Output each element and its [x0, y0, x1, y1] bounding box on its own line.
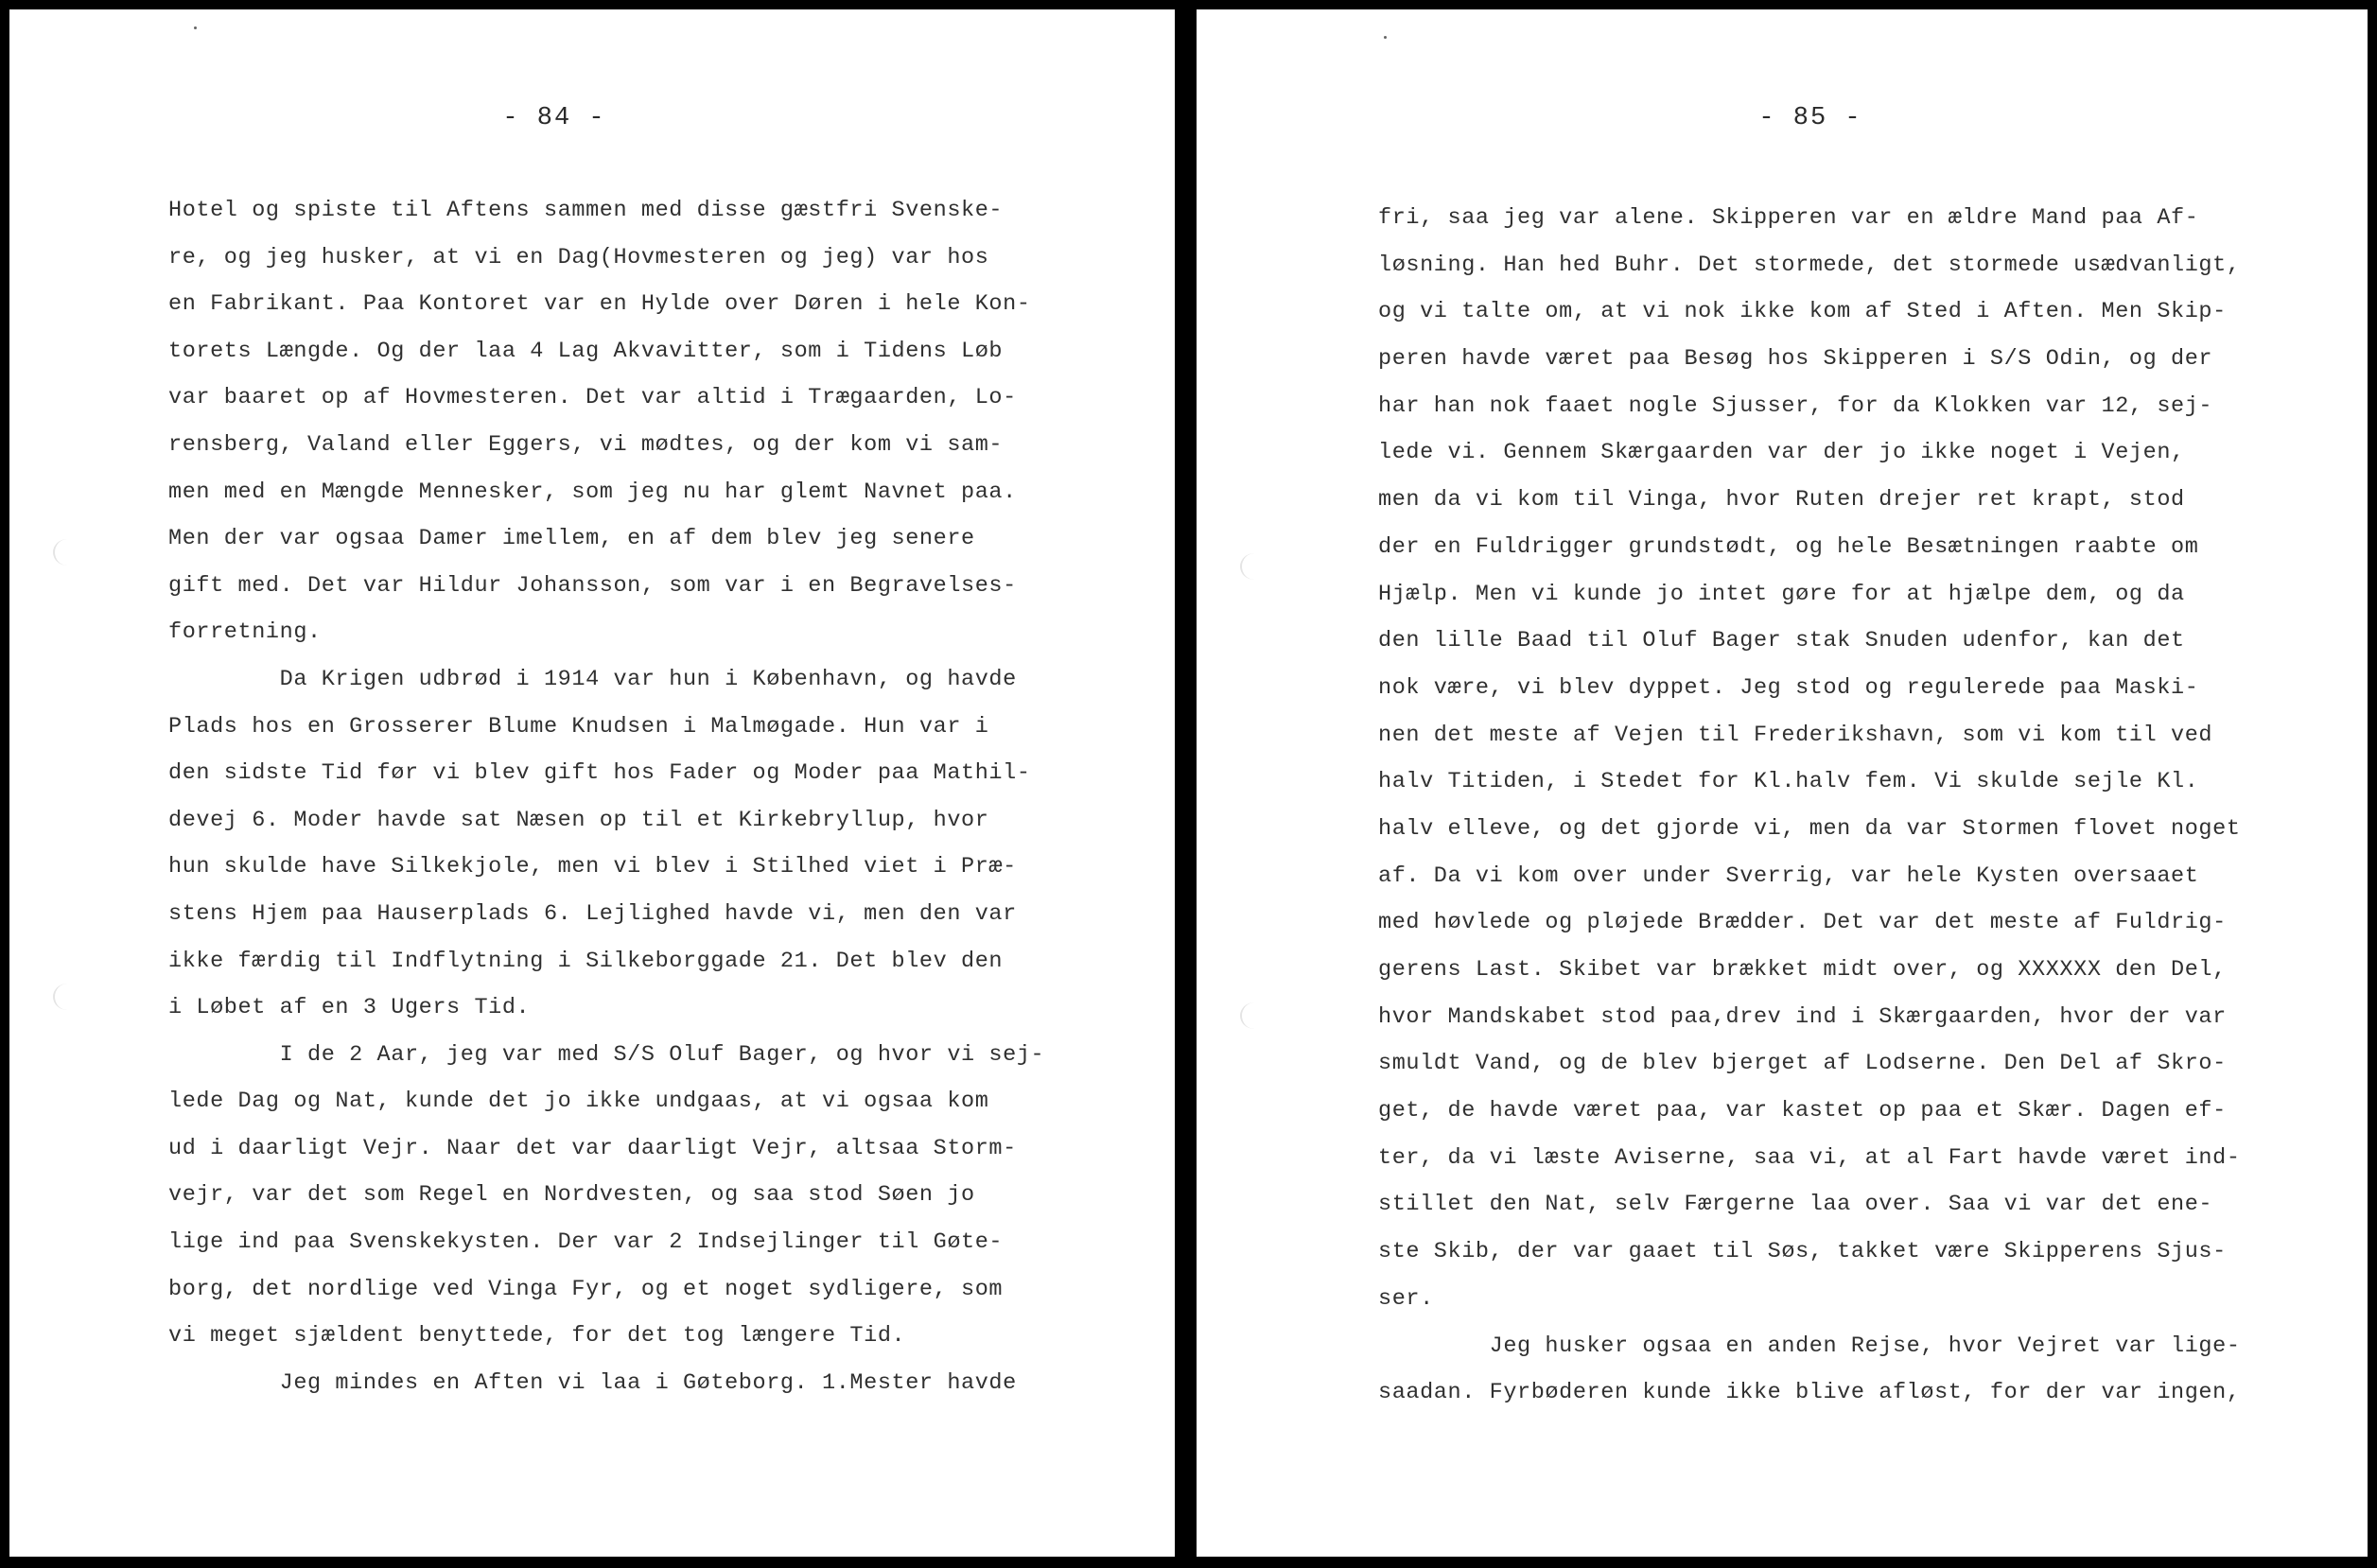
text-line: den lille Baad til Oluf Bager stak Snuden udenfor, kan det: [1378, 628, 2185, 654]
text-line: halv Titiden, i Stedet for Kl.halv fem. Vi skulde sejle Kl.: [1378, 769, 2199, 795]
paper-speck: [1384, 36, 1387, 39]
page-number-left: - 84 -: [502, 104, 606, 132]
text-line: torets Længde. Og der laa 4 Lag Akvavitter, som i Tidens Løb: [168, 338, 1004, 364]
right-page-text: [1378, 195, 2241, 1417]
text-line: ud i daarligt Vejr. Naar det var daarligt Vejr, altsaa Storm-: [168, 1135, 1017, 1161]
text-line: og vi talte om, at vi nok ikke kom af Sted i Aften. Men Skip-: [1378, 299, 2227, 325]
text-line: lede vi. Gennem Skærgaarden var der jo ikke noget i Vejen,: [1378, 440, 2185, 466]
punch-hole-mark: [53, 539, 81, 566]
text-line: vi meget sjældent benyttede, for det tog længere Tid.: [168, 1323, 906, 1350]
text-line: ter, da vi læste Aviserne, saa vi, at al Fart havde været ind-: [1378, 1144, 2241, 1171]
text-line: vejr, var det som Regel en Nordvesten, og saa stod Søen jo: [168, 1182, 975, 1209]
text-line: har han nok faaet nogle Sjusser, for da Klokken var 12, sej-: [1378, 392, 2213, 419]
left-page: [9, 9, 1175, 1557]
text-line: gerens Last. Skibet var brækket midt over, og XXXXXX den Del,: [1378, 957, 2227, 983]
text-line: af. Da vi kom over under Sverrig, var hele Kysten oversaaet: [1378, 862, 2199, 889]
text-line: I de 2 Aar, jeg var med S/S Oluf Bager, og hvor vi sej-: [168, 1041, 1045, 1068]
text-line: Da Krigen udbrød i 1914 var hun i København, og havde: [168, 666, 1017, 692]
page-number-right: - 85 -: [1758, 104, 1862, 132]
text-line: i Løbet af en 3 Ugers Tid.: [168, 995, 531, 1021]
text-line: men med en Mængde Mennesker, som jeg nu har glemt Navnet paa.: [168, 479, 1017, 505]
text-line: Jeg husker ogsaa en anden Rejse, hvor Vejret var lige-: [1378, 1333, 2241, 1359]
text-line: Hotel og spiste til Aftens sammen med disse gæstfri Svenske-: [168, 198, 1004, 223]
text-line: lige ind paa Svenskekysten. Der var 2 Indsejlinger til Gøte-: [168, 1229, 1004, 1256]
text-line: peren havde været paa Besøg hos Skipperen i S/S Odin, og der: [1378, 346, 2213, 373]
left-page-text: [168, 187, 1044, 1406]
text-line: halv elleve, og det gjorde vi, men da var Stormen flovet noget: [1378, 815, 2241, 842]
text-line: stillet den Nat, selv Færgerne laa over. Saa vi var det ene-: [1378, 1192, 2213, 1218]
text-line: hun skulde have Silkekjole, men vi blev i Stilhed viet i Præ-: [168, 854, 1017, 880]
text-line: fri, saa jeg var alene. Skipperen var en ældre Mand paa Af-: [1378, 205, 2199, 231]
text-line: den sidste Tid før vi blev gift hos Fader og Moder paa Mathil-: [168, 760, 1031, 787]
text-line: hvor Mandskabet stod paa,drev ind i Skærgaarden, hvor der var: [1378, 1003, 2227, 1030]
text-line: devej 6. Moder havde sat Næsen op til et Kirkebryllup, hvor: [168, 807, 989, 833]
text-line: men da vi kom til Vinga, hvor Ruten drejer ret krapt, stod: [1378, 487, 2185, 514]
text-line: get, de havde været paa, var kastet op paa et Skær. Dagen ef-: [1378, 1098, 2227, 1124]
text-line: ser.: [1378, 1285, 1434, 1312]
text-line: borg, det nordlige ved Vinga Fyr, og et noget sydligere, som: [168, 1276, 1004, 1302]
punch-hole-mark: [1240, 553, 1268, 580]
text-line: stens Hjem paa Hauserplads 6. Lejlighed havde vi, men den var: [168, 900, 1017, 927]
right-page: [1197, 9, 2368, 1557]
text-line: en Fabrikant. Paa Kontoret var en Hylde over Døren i hele Kon-: [168, 291, 1031, 318]
text-line: Jeg mindes en Aften vi laa i Gøteborg. 1.Mester havde: [168, 1369, 1017, 1396]
text-line: ste Skib, der var gaaet til Søs, takket være Skipperens Sjus-: [1378, 1239, 2227, 1265]
text-line: re, og jeg husker, at vi en Dag(Hovmesteren og jeg) var hos: [168, 244, 989, 270]
text-line: med høvlede og pløjede Brædder. Det var det meste af Fuldrig-: [1378, 910, 2227, 936]
text-line: gift med. Det var Hildur Johansson, som var i en Begravelses-: [168, 572, 1017, 599]
text-line: Men der var ogsaa Damer imellem, en af dem blev jeg senere: [168, 526, 975, 552]
text-line: rensberg, Valand eller Eggers, vi mødtes, og der kom vi sam-: [168, 431, 1004, 458]
text-line: nok være, vi blev dyppet. Jeg stod og regulerede paa Maski-: [1378, 674, 2199, 701]
text-line: smuldt Vand, og de blev bjerget af Lodserne. Den Del af Skro-: [1378, 1051, 2227, 1077]
text-line: Hjælp. Men vi kunde jo intet gøre for at hjælpe dem, og da: [1378, 581, 2185, 607]
text-line: forretning.: [168, 619, 322, 646]
text-line: ikke færdig til Indflytning i Silkeborggade 21. Det blev den: [168, 948, 1004, 974]
text-line: lede Dag og Nat, kunde det jo ikke undgaas, at vi ogsaa kom: [168, 1089, 989, 1115]
punch-hole-mark: [1240, 1002, 1268, 1029]
text-line: løsning. Han hed Buhr. Det stormede, det stormede usædvanligt,: [1378, 252, 2241, 278]
text-line: der en Fuldrigger grundstødt, og hele Besætningen raabte om: [1378, 533, 2199, 560]
text-line: var baaret op af Hovmesteren. Det var altid i Trægaarden, Lo-: [168, 385, 1017, 411]
text-line: nen det meste af Vejen til Frederikshavn, som vi kom til ved: [1378, 722, 2213, 748]
text-line: saadan. Fyrbøderen kunde ikke blive afløst, for der var ingen,: [1378, 1380, 2241, 1406]
paper-speck: [194, 26, 197, 29]
text-line: Plads hos en Grosserer Blume Knudsen i Malmøgade. Hun var i: [168, 713, 989, 740]
punch-hole-mark: [53, 984, 81, 1010]
